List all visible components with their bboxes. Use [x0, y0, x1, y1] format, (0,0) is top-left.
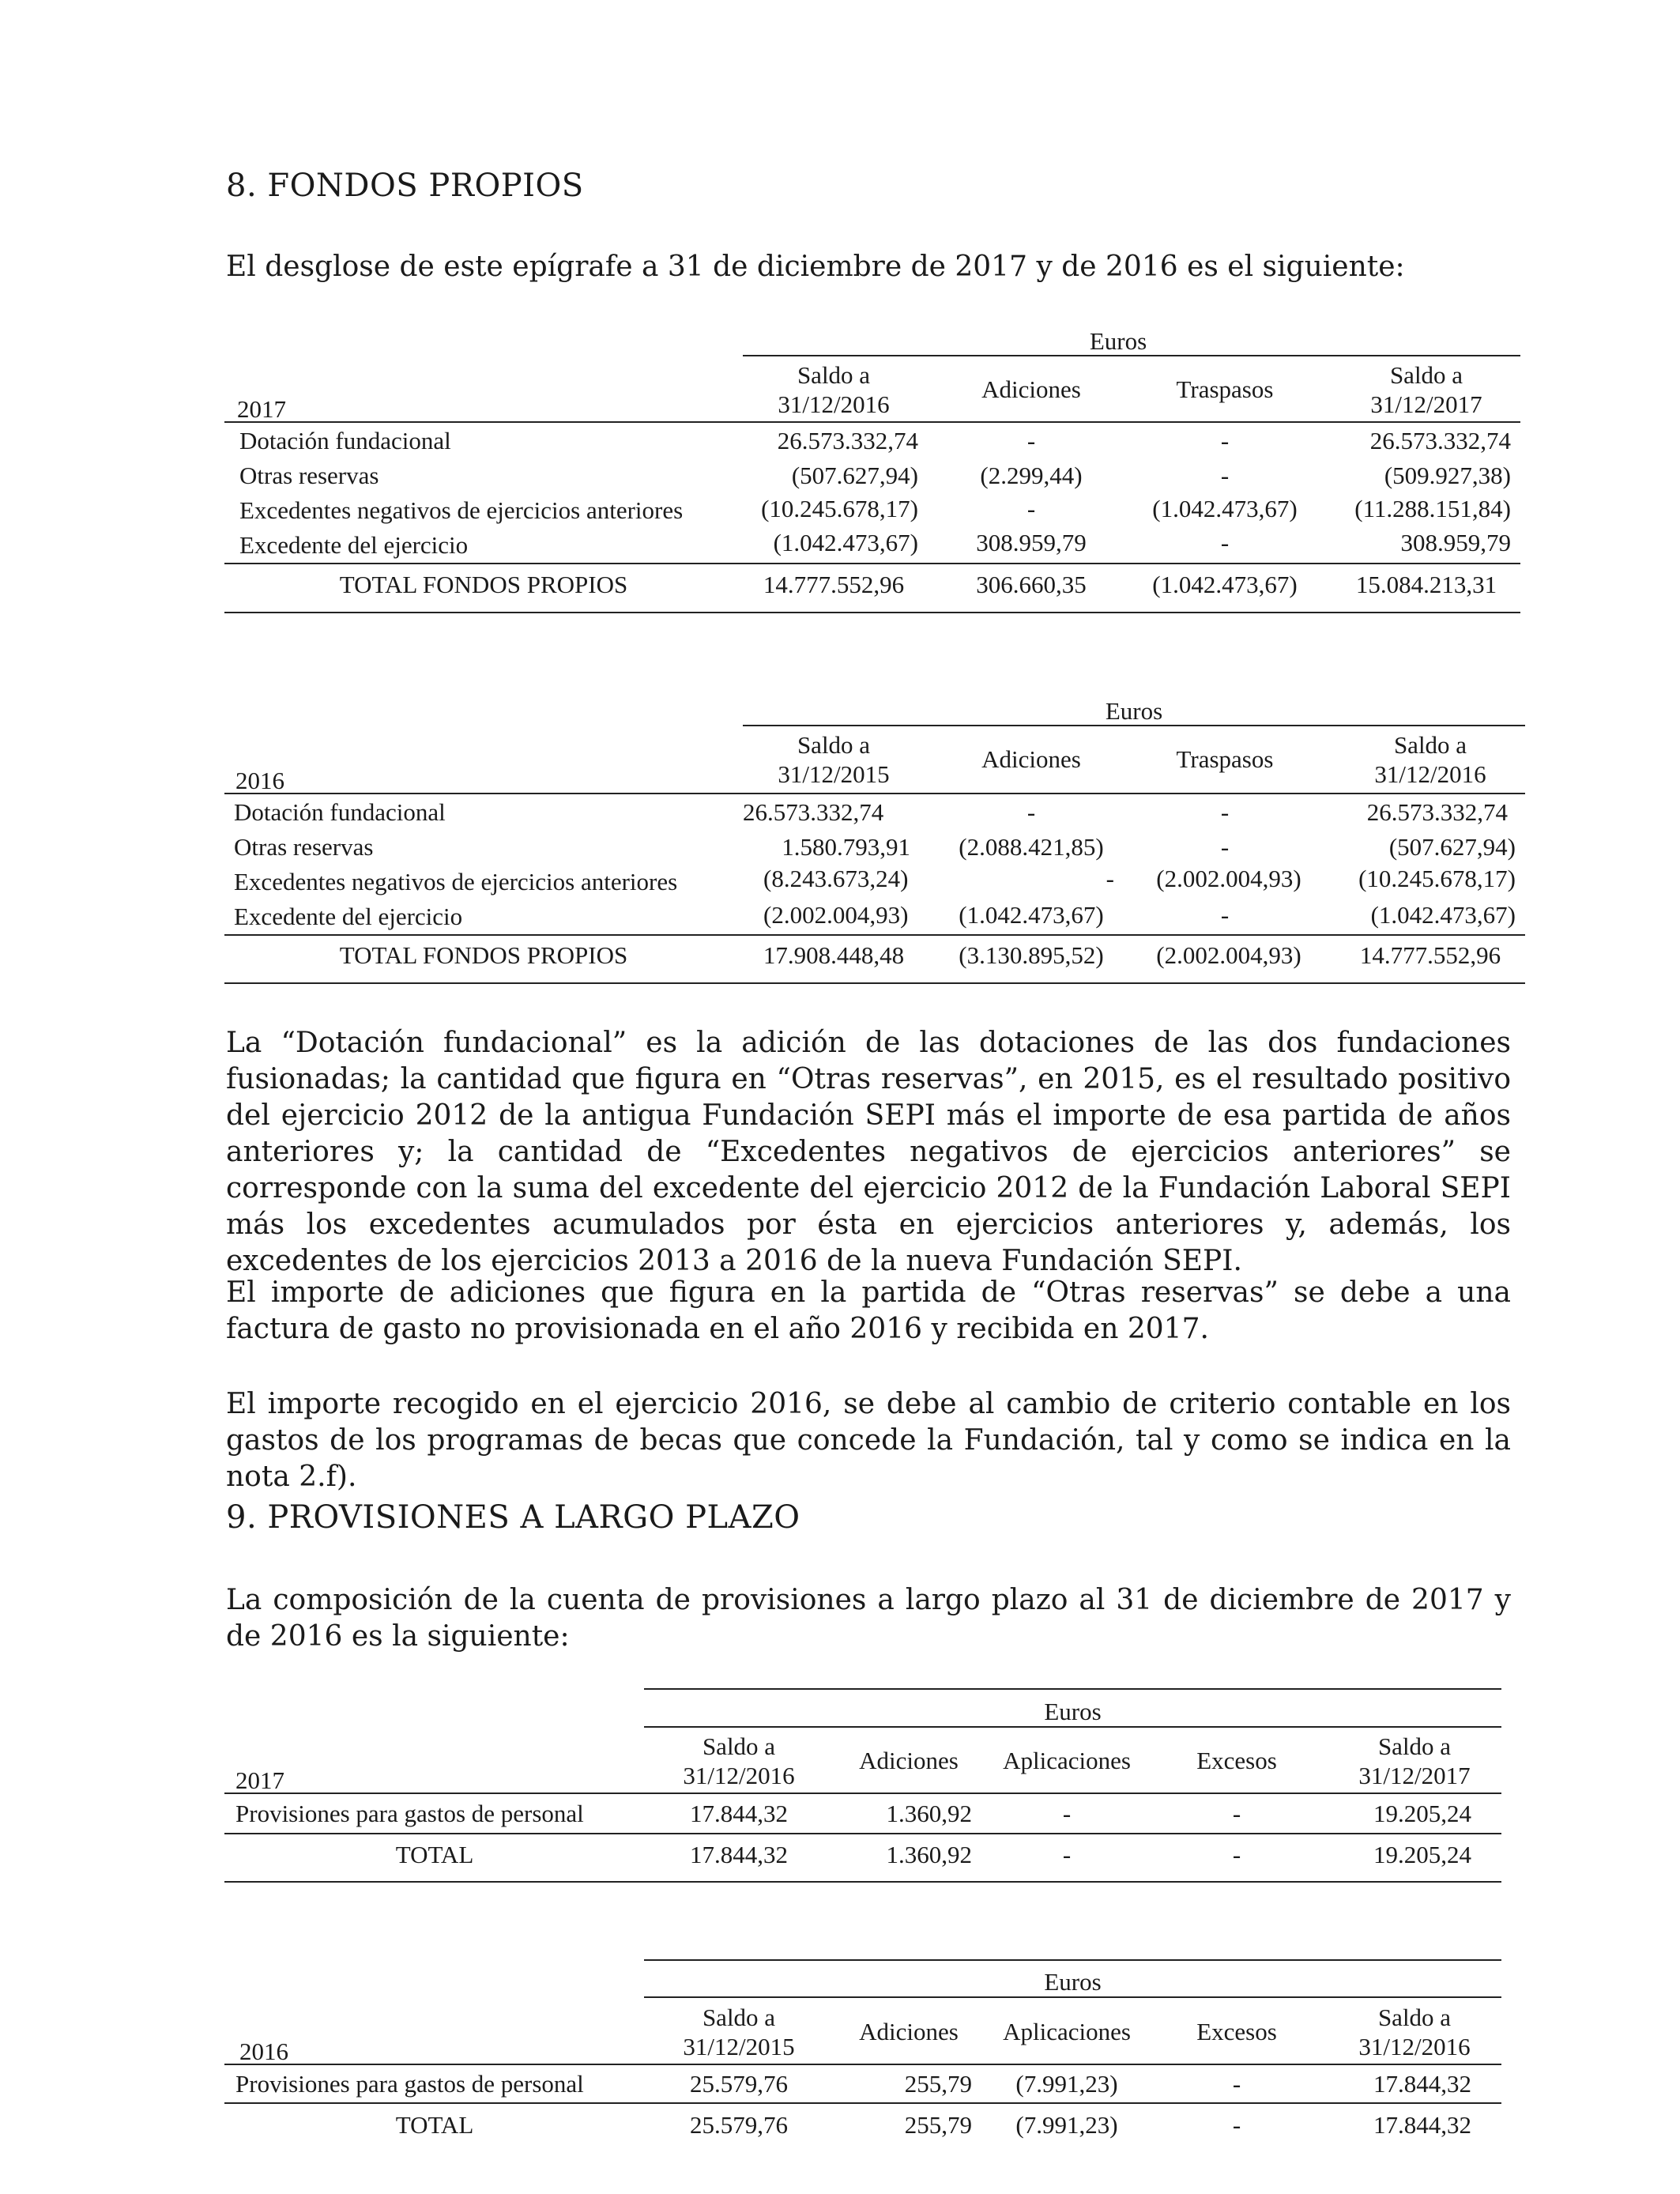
cell-value: (507.627,94): [1388, 833, 1516, 861]
col-header: Saldo a: [1393, 731, 1467, 759]
row-label: Provisiones para gastos de personal: [235, 1800, 584, 1827]
total-value: 306.660,35: [976, 571, 1087, 598]
paragraph-dotacion: La “Dotación fundacional” es la adición de las dotaciones de las dos fundaciones fusionadas; la cantidad que figura en “Otras reservas”, en 2015, es el resultado positivo del ejercicio 2012 de la antigua Fundación SEPI más el importe de esa partida de años anteriores y; la cantidad de “Excedentes negativos de ejercicios anteriores” se corresponde con la suma del excedente del ejercicio 2012 de la Fundación Laboral SEPI más los excedentes acumulados por ésta en ejercicios anteriores y, además, los excedentes de los ejercicios 2013 a 2016 de la nueva Fundación SEPI.: [226, 1027, 1511, 1277]
total-value: (7.991,23): [1015, 2111, 1118, 2139]
divider: [224, 1881, 1501, 1883]
total-value: 255,79: [904, 2111, 972, 2139]
cell-value: -: [1220, 529, 1230, 556]
section-8-heading: 8. FONDOS PROPIOS: [226, 168, 584, 204]
cell-value: 26.573.332,74: [1369, 427, 1511, 454]
cell-value: -: [1232, 1800, 1241, 1827]
cell-value: 17.844,32: [1373, 2070, 1471, 2098]
cell-value: (10.245.678,17): [761, 495, 918, 522]
col-header: Aplicaciones: [1003, 2018, 1131, 2045]
cell-value: -: [1232, 2070, 1241, 2098]
col-header: 31/12/2015: [778, 760, 890, 788]
total-value: 14.777.552,96: [1359, 941, 1501, 969]
col-header: Saldo a: [1377, 2004, 1452, 2031]
divider: [224, 421, 1520, 423]
row-label: Excedente del ejercicio: [239, 531, 469, 559]
col-header: Aplicaciones: [1003, 1747, 1131, 1774]
row-label: Excedentes negativos de ejercicios anteriores: [239, 496, 684, 524]
divider: [224, 1793, 1501, 1794]
cell-value: (1.042.473,67): [1370, 901, 1516, 929]
cell-value: (7.991,23): [1015, 2070, 1118, 2098]
total-value: (2.002.004,93): [1156, 941, 1301, 969]
col-header: 31/12/2016: [1358, 2033, 1471, 2060]
section-9-intro: La composición de la cuenta de provisiones a largo plazo al 31 de diciembre de 2017 y de 2016 es la siguiente:: [226, 1584, 1511, 1653]
section-9-heading: 9. PROVISIONES A LARGO PLAZO: [226, 1499, 800, 1536]
cell-value: (10.245.678,17): [1358, 865, 1516, 892]
col-header: Saldo a: [1389, 361, 1463, 389]
col-header: Saldo a: [797, 361, 871, 389]
year-label: 2017: [237, 395, 286, 423]
divider: [644, 1996, 1501, 1998]
divider: [743, 725, 1525, 726]
year-label: 2016: [235, 767, 284, 794]
total-label: TOTAL FONDOS PROPIOS: [339, 941, 628, 969]
cell-value: 26.573.332,74: [1366, 798, 1508, 826]
divider: [224, 793, 1525, 794]
row-label: Dotación fundacional: [239, 427, 451, 454]
cell-value: -: [1026, 798, 1036, 826]
total-value: 19.205,24: [1373, 1841, 1471, 1868]
cell-value: -: [1026, 427, 1036, 454]
divider: [224, 982, 1525, 984]
cell-value: -: [1062, 1800, 1072, 1827]
total-value: 1.360,92: [886, 1841, 972, 1868]
col-header: 31/12/2016: [778, 390, 890, 418]
row-label: Otras reservas: [234, 833, 374, 861]
paragraph-adiciones: El importe de adiciones que figura en la partida de “Otras reservas” se debe a una factura de gasto no provisionada en el año 2016 y recibida en 2017.: [226, 1276, 1511, 1345]
total-value: 17.844,32: [1373, 2111, 1471, 2139]
total-value: -: [1062, 1841, 1072, 1868]
total-value: 17.908.448,48: [763, 941, 905, 969]
cell-value: (2.088.421,85): [959, 833, 1104, 861]
cell-value: 25.579,76: [690, 2070, 788, 2098]
cell-value: 1.360,92: [886, 1800, 972, 1827]
total-value: -: [1232, 1841, 1241, 1868]
cell-value: (1.042.473,67): [773, 529, 918, 556]
cell-value: 26.573.332,74: [777, 427, 918, 454]
cell-value: 255,79: [904, 2070, 972, 2098]
col-header: Adiciones: [981, 745, 1081, 773]
year-label: 2016: [239, 2038, 288, 2065]
total-value: 15.084.213,31: [1355, 571, 1497, 598]
total-value: -: [1232, 2111, 1241, 2139]
row-label: Otras reservas: [239, 462, 379, 489]
group-header: Euros: [1089, 327, 1147, 355]
cell-value: -: [1220, 427, 1230, 454]
cell-value: 1.580.793,91: [782, 833, 910, 861]
col-header: Adiciones: [859, 2018, 959, 2045]
divider: [743, 355, 1520, 356]
divider: [224, 934, 1525, 936]
row-label: Dotación fundacional: [234, 798, 446, 826]
divider: [224, 612, 1520, 613]
col-header: Excesos: [1196, 1747, 1277, 1774]
total-value: (3.130.895,52): [959, 941, 1104, 969]
cell-value: 19.205,24: [1373, 1800, 1471, 1827]
col-header: 31/12/2017: [1370, 390, 1482, 418]
col-header: Saldo a: [797, 731, 871, 759]
cell-value: -: [1220, 462, 1230, 489]
col-header: 31/12/2016: [683, 1762, 795, 1789]
row-label: Excedente del ejercicio: [234, 903, 463, 930]
divider: [224, 1833, 1501, 1834]
total-label: TOTAL: [395, 1841, 474, 1868]
col-header: Traspasos: [1176, 375, 1274, 403]
cell-value: (8.243.673,24): [763, 865, 909, 892]
col-header: Saldo a: [702, 2004, 776, 2031]
divider: [224, 2102, 1501, 2104]
paragraph-importe: El importe recogido en el ejercicio 2016, se debe al cambio de criterio contable en los gastos de los programas de becas que concede la Fundación, tal y como se indica en la nota 2.f).: [226, 1388, 1511, 1493]
cell-value: 308.959,79: [1400, 529, 1511, 556]
total-value: 25.579,76: [690, 2111, 788, 2139]
cell-value: (1.042.473,67): [1152, 495, 1298, 522]
total-value: (1.042.473,67): [1152, 571, 1298, 598]
total-value: 14.777.552,96: [763, 571, 905, 598]
cell-value: (11.288.151,84): [1354, 495, 1511, 522]
cell-value: -: [1220, 798, 1230, 826]
cell-value: 17.844,32: [690, 1800, 788, 1827]
cell-value: -: [1026, 495, 1036, 522]
cell-value: (1.042.473,67): [959, 901, 1104, 929]
col-header: Excesos: [1196, 2018, 1277, 2045]
divider: [644, 1688, 1501, 1690]
cell-value: -: [1220, 833, 1230, 861]
cell-value: -: [1106, 865, 1114, 892]
group-header: Euros: [1044, 1968, 1102, 1996]
col-header: Saldo a: [702, 1732, 776, 1760]
col-header: Traspasos: [1176, 745, 1274, 773]
section-8-intro: El desglose de este epígrafe a 31 de diciembre de 2017 y de 2016 es el siguiente:: [226, 251, 1405, 283]
row-label: Provisiones para gastos de personal: [235, 2070, 584, 2098]
col-header: Adiciones: [981, 375, 1081, 403]
row-label: Excedentes negativos de ejercicios anteriores: [234, 868, 678, 895]
col-header: Saldo a: [1377, 1732, 1452, 1760]
year-label: 2017: [235, 1766, 284, 1794]
cell-value: -: [1220, 901, 1230, 929]
total-label: TOTAL FONDOS PROPIOS: [339, 571, 628, 598]
cell-value: (2.002.004,93): [763, 901, 909, 929]
total-label: TOTAL: [395, 2111, 474, 2139]
divider: [224, 2064, 1501, 2065]
cell-value: (507.627,94): [791, 462, 918, 489]
divider: [644, 1959, 1501, 1961]
total-value: 17.844,32: [690, 1841, 788, 1868]
col-header: Adiciones: [859, 1747, 959, 1774]
cell-value: (2.299,44): [980, 462, 1083, 489]
col-header: 31/12/2015: [683, 2033, 795, 2060]
group-header: Euros: [1105, 697, 1163, 725]
cell-value: (509.927,38): [1384, 462, 1511, 489]
col-header: 31/12/2017: [1358, 1762, 1471, 1789]
group-header: Euros: [1044, 1698, 1102, 1725]
cell-value: (2.002.004,93): [1156, 865, 1301, 892]
cell-value: 308.959,79: [976, 529, 1087, 556]
col-header: 31/12/2016: [1374, 760, 1486, 788]
divider: [224, 563, 1520, 564]
divider: [644, 1726, 1501, 1728]
cell-value: 26.573.332,74: [743, 798, 884, 826]
